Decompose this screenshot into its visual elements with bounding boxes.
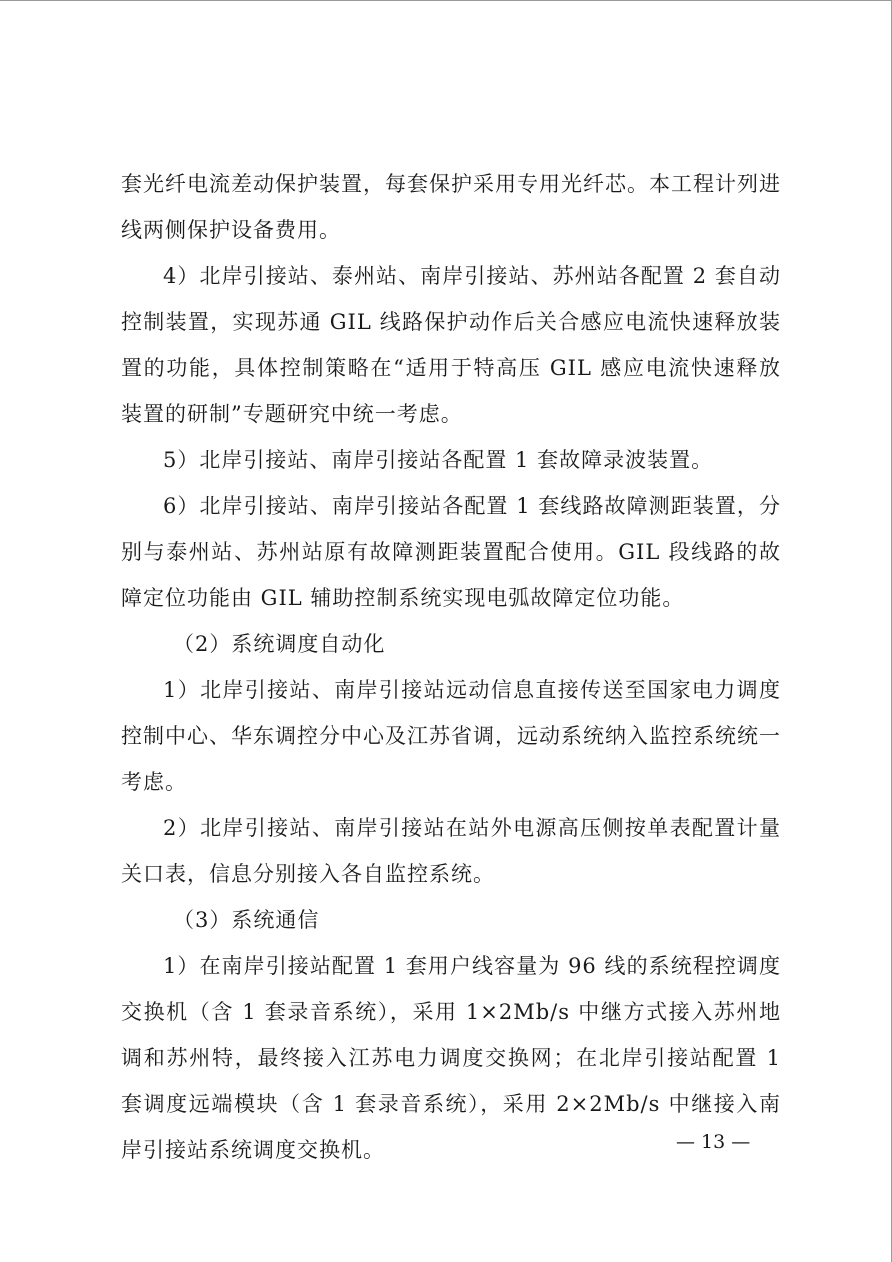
paragraph-6: 2）北岸引接站、南岸引接站在站外电源高压侧按单表配置计量关口表，信息分别接入各自监控系统。	[121, 816, 781, 886]
paragraph-3: 5）北岸引接站、南岸引接站各配置 1 套故障录波装置。	[163, 448, 714, 472]
paragraph-4: 6）北岸引接站、南岸引接站各配置 1 套线路故障测距装置，分别与泰州站、苏州站原有故障测距装置配合使用。GIL 段线路的故障定位功能由 GIL 辅助控制系统实现电弧故障定位功能。	[121, 494, 781, 610]
paragraph-2: 4）北岸引接站、泰州站、南岸引接站、苏州站各配置 2 套自动控制装置，实现苏通 GIL 线路保护动作后关合感应电流快速释放装置的功能，具体控制策略在“适用于特高压 GIL 感应电流快速释放装置的研制”专题研究中统一考虑。	[121, 264, 781, 426]
page-number: — 13 —	[676, 1131, 751, 1153]
section-heading-dispatch-automation: （2）系统调度自动化	[173, 632, 386, 656]
paragraph-5: 1）北岸引接站、南岸引接站远动信息直接传送至国家电力调度控制中心、华东调控分中心及江苏省调，远动系统纳入监控系统统一考虑。	[121, 678, 781, 794]
paragraph-7: 1）在南岸引接站配置 1 套用户线容量为 96 线的系统程控调度交换机（含 1 套录音系统），采用 1×2Mb/s 中继方式接入苏州地调和苏州特，最终接入江苏电力调度交换网；在北岸引接站配置 1 套调度远端模块（含 1 套录音系统），采用 2×2Mb/s 中继接入南岸引接站系统调度交换机。	[121, 954, 781, 1162]
section-heading-system-communication: （3）系统通信	[173, 908, 320, 932]
body-text	[121, 161, 781, 1173]
paragraph-1: 套光纤电流差动保护装置，每套保护采用专用光纤芯。本工程计列进线两侧保护设备费用。	[121, 172, 781, 242]
